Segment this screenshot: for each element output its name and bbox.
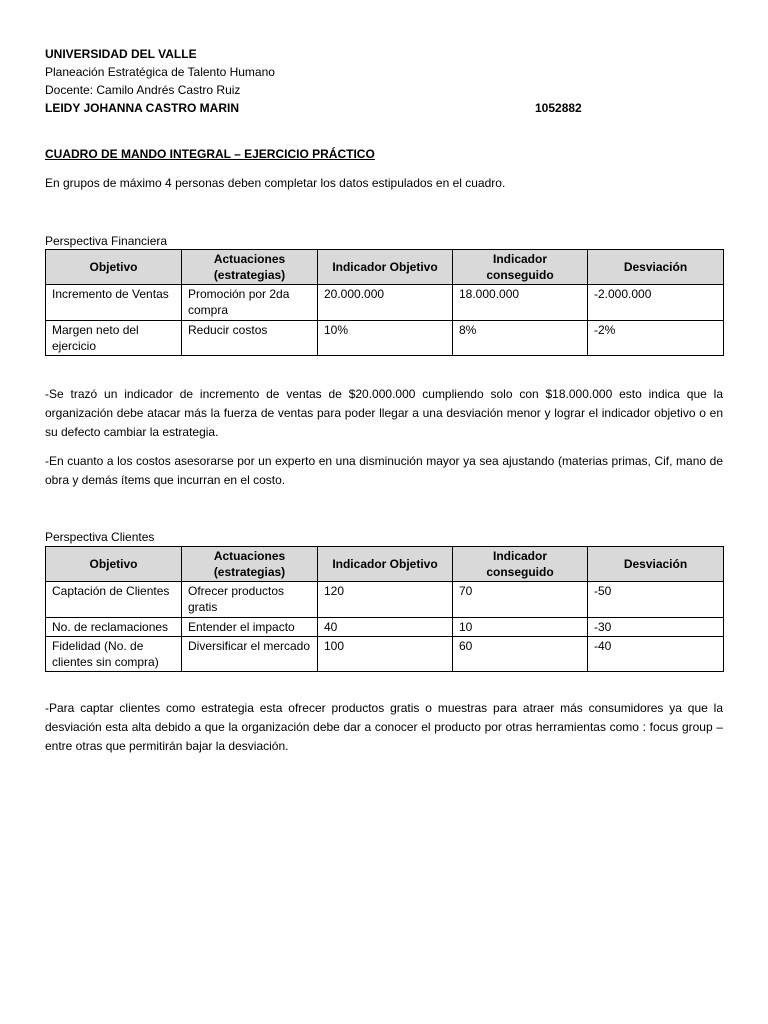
- cell-indicador-conseguido: 10: [453, 618, 588, 637]
- cell-desviacion: -2.000.000: [588, 285, 724, 321]
- table-row: [46, 582, 724, 618]
- section-title-financiera: Perspectiva Financiera: [45, 234, 168, 248]
- cell-desviacion: -2%: [588, 321, 724, 356]
- cell-objetivo: Captación de Clientes: [46, 582, 182, 618]
- student-name: LEIDY JOHANNA CASTRO MARIN: [45, 101, 240, 115]
- table-financiera: [45, 249, 724, 356]
- table-row: [46, 321, 724, 356]
- table-header-row: [46, 547, 724, 582]
- header-indicador-conseguido: Indicador conseguido: [453, 547, 588, 582]
- cell-indicador-conseguido: 70: [453, 582, 588, 618]
- document-title: CUADRO DE MANDO INTEGRAL – EJERCICIO PRÁCTICO: [45, 147, 375, 161]
- header-desviacion: Desviación: [588, 250, 724, 285]
- cell-actuaciones: Diversificar el mercado: [182, 637, 318, 672]
- cell-actuaciones: Entender el impacto: [182, 618, 318, 637]
- note-paragraph: -Para captar clientes como estrategia esta ofrecer productos gratis o muestras para atraer más consumidores ya que la desviación esta alta debido a que la organización debe dar a conocer el producto por otras herramientas como : focus group – entre otras que permitirán bajar la desviación.: [45, 701, 723, 753]
- cell-desviacion: -50: [588, 582, 724, 618]
- header-actuaciones: Actuaciones (estrategias): [182, 547, 318, 582]
- table-row: [46, 637, 724, 672]
- student-id: 1052882: [535, 101, 582, 115]
- cell-indicador-objetivo: 40: [318, 618, 453, 637]
- header-objetivo: Objetivo: [46, 547, 182, 582]
- header-indicador-objetivo: Indicador Objetivo: [318, 547, 453, 582]
- instructions: En grupos de máximo 4 personas deben completar los datos estipulados en el cuadro.: [45, 176, 506, 190]
- table-clientes: [45, 546, 724, 672]
- header-indicador-objetivo: Indicador Objetivo: [318, 250, 453, 285]
- cell-desviacion: -40: [588, 637, 724, 672]
- cell-objetivo: Margen neto del ejercicio: [46, 321, 182, 356]
- cell-indicador-objetivo: 20.000.000: [318, 285, 453, 321]
- table-header-row: [46, 250, 724, 285]
- cell-actuaciones: Promoción por 2da compra: [182, 285, 318, 321]
- note-paragraph: -Se trazó un indicador de incremento de ventas de $20.000.000 cumpliendo solo con $18.000.000 esto indica que la organización debe atacar más la fuerza de ventas para poder llegar a una desviación menor y lograr el indicador objetivo o en su defecto cambiar la estrategia.: [45, 387, 723, 439]
- cell-indicador-objetivo: 10%: [318, 321, 453, 356]
- cell-indicador-conseguido: 18.000.000: [453, 285, 588, 321]
- cell-actuaciones: Reducir costos: [182, 321, 318, 356]
- table-row: [46, 618, 724, 637]
- cell-indicador-objetivo: 120: [318, 582, 453, 618]
- cell-objetivo: No. de reclamaciones: [46, 618, 182, 637]
- note-paragraph: -En cuanto a los costos asesorarse por un experto en una disminución mayor ya sea ajustando (materias primas, Cif, mano de obra y demás ítems que incurran en el costo.: [45, 454, 723, 487]
- header-actuaciones: Actuaciones (estrategias): [182, 250, 318, 285]
- header-desviacion: Desviación: [588, 547, 724, 582]
- cell-objetivo: Fidelidad (No. de clientes sin compra): [46, 637, 182, 672]
- cell-objetivo: Incremento de Ventas: [46, 285, 182, 321]
- table-row: [46, 285, 724, 321]
- header-objetivo: Objetivo: [46, 250, 182, 285]
- cell-indicador-objetivo: 100: [318, 637, 453, 672]
- cell-indicador-conseguido: 60: [453, 637, 588, 672]
- course-name: Planeación Estratégica de Talento Humano: [45, 65, 275, 79]
- teacher-name: Docente: Camilo Andrés Castro Ruiz: [45, 83, 241, 97]
- cell-actuaciones: Ofrecer productos gratis: [182, 582, 318, 618]
- header-indicador-conseguido: Indicador conseguido: [453, 250, 588, 285]
- cell-indicador-conseguido: 8%: [453, 321, 588, 356]
- cell-desviacion: -30: [588, 618, 724, 637]
- section-title-clientes: Perspectiva Clientes: [45, 530, 155, 544]
- university-name: UNIVERSIDAD DEL VALLE: [45, 47, 197, 61]
